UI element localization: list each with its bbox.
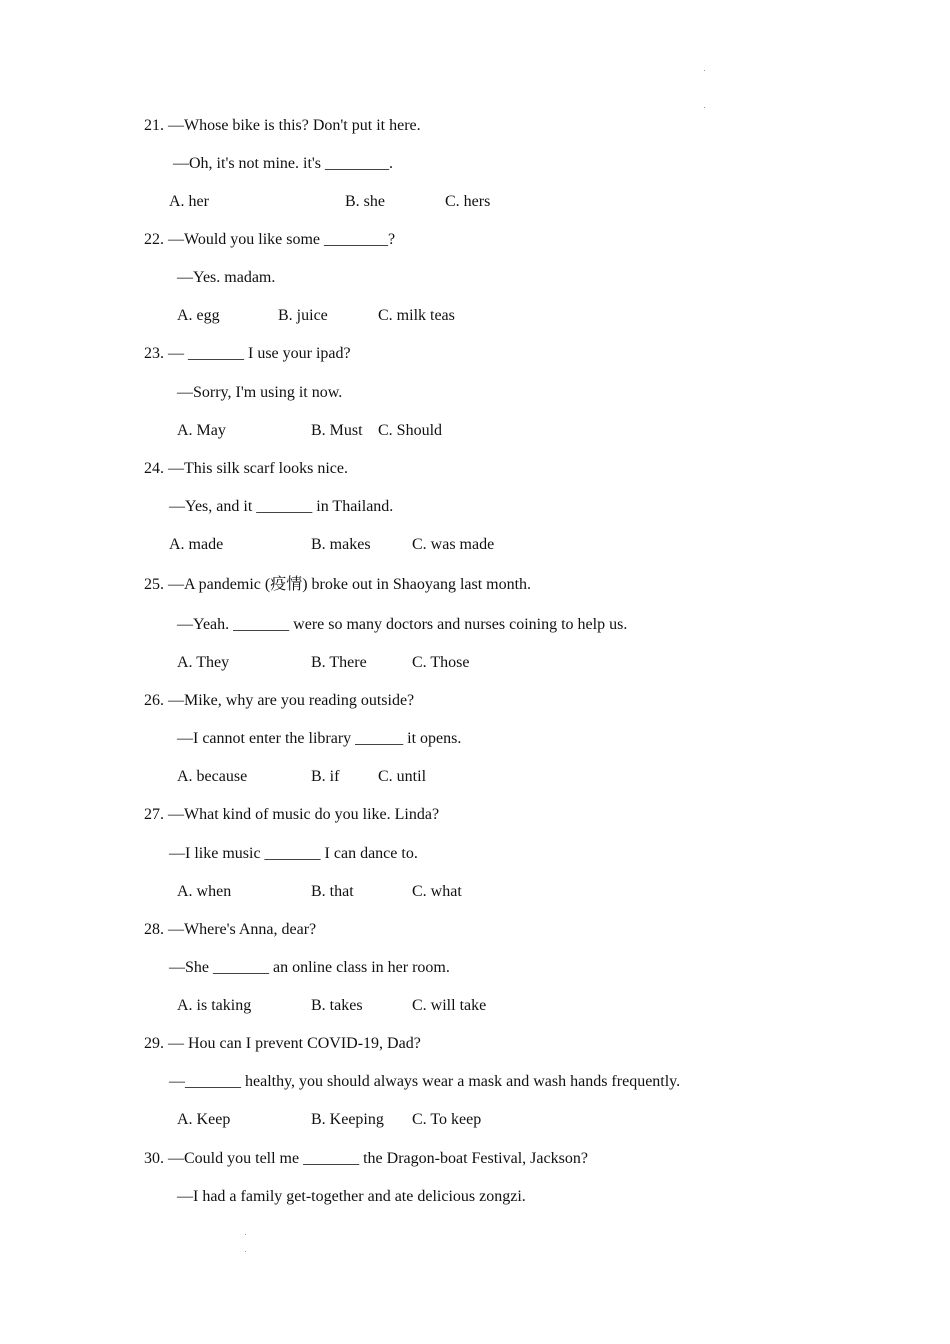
question-response: —I cannot enter the library ______ it opens.: [177, 730, 462, 747]
question-response: —Yeah. _______ were so many doctors and nurses coining to help us.: [177, 616, 628, 633]
option-c: C. was made: [412, 536, 495, 553]
question-response: —Yes. madam.: [177, 269, 276, 286]
question-stem: 25. —A pandemic (疫情) broke out in Shaoyang last month.: [144, 576, 532, 593]
question-response: —She _______ an online class in her room.: [169, 959, 450, 976]
option-b: B. that: [311, 883, 354, 900]
question-stem: 26. —Mike, why are you reading outside?: [144, 692, 415, 709]
option-b: B. juice: [278, 307, 328, 324]
question-stem: 27. —What kind of music do you like. Linda?: [144, 806, 440, 823]
question-response: —I like music _______ I can dance to.: [169, 845, 418, 862]
speck-mark: [245, 1234, 246, 1235]
option-c: C. Those: [412, 654, 470, 671]
option-c: C. hers: [445, 193, 491, 210]
option-a: A. is taking: [177, 997, 252, 1014]
option-b: B. she: [345, 193, 385, 210]
option-c: C. milk teas: [378, 307, 455, 324]
option-a: A. Keep: [177, 1111, 231, 1128]
question-stem: 22. —Would you like some ________?: [144, 231, 396, 248]
question-stem: 21. —Whose bike is this? Don't put it here.: [144, 117, 421, 134]
option-b: B. makes: [311, 536, 371, 553]
option-b: B. Keeping: [311, 1111, 384, 1128]
option-c: C. until: [378, 768, 427, 785]
option-b: B. Must: [311, 422, 363, 439]
option-a: A. egg: [177, 307, 220, 324]
question-stem: 29. — Hou can I prevent COVID-19, Dad?: [144, 1035, 421, 1052]
option-c: C. will take: [412, 997, 487, 1014]
option-a: A. May: [177, 422, 226, 439]
question-response: —I had a family get-together and ate delicious zongzi.: [177, 1188, 526, 1205]
question-stem: 28. —Where's Anna, dear?: [144, 921, 317, 938]
question-response: —_______ healthy, you should always wear a mask and wash hands frequently.: [169, 1073, 681, 1090]
question-response: —Oh, it's not mine. it's ________.: [173, 155, 393, 172]
speck-mark: [704, 70, 705, 71]
option-a: A. her: [169, 193, 209, 210]
question-stem: 30. —Could you tell me _______ the Dragon-boat Festival, Jackson?: [144, 1150, 588, 1167]
question-response: —Sorry, I'm using it now.: [177, 384, 343, 401]
option-a: A. when: [177, 883, 232, 900]
option-b: B. takes: [311, 997, 363, 1014]
option-a: A. because: [177, 768, 248, 785]
speck-mark: [245, 1251, 246, 1252]
option-a: A. They: [177, 654, 230, 671]
option-a: A. made: [169, 536, 224, 553]
question-response: —Yes, and it _______ in Thailand.: [169, 498, 394, 515]
question-stem: 23. — _______ I use your ipad?: [144, 345, 351, 362]
option-c: C. what: [412, 883, 462, 900]
question-stem: 24. —This silk scarf looks nice.: [144, 460, 348, 477]
speck-mark: [704, 107, 705, 108]
option-b: B. if: [311, 768, 340, 785]
option-b: B. There: [311, 654, 367, 671]
option-c: C. To keep: [412, 1111, 482, 1128]
option-c: C. Should: [378, 422, 443, 439]
